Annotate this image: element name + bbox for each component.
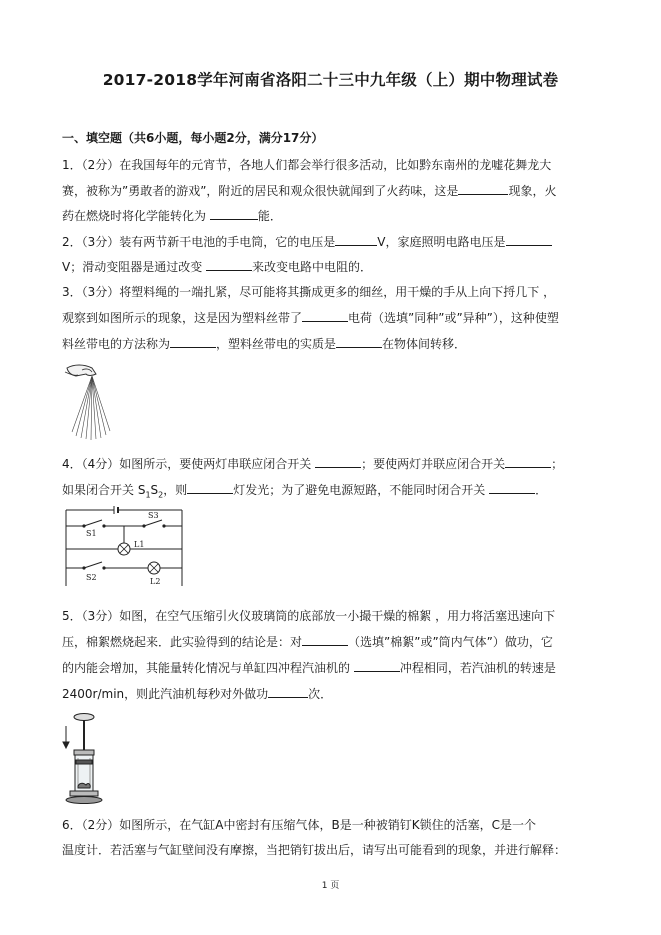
- q5-line1: 5．（3分）如图，在空气压缩引火仪玻璃筒的底部放一小撮干燥的棉絮 ，用力将活塞迅速向下: [62, 609, 556, 623]
- q3-line1: 3．（3分）将塑料绳的一端扎紧，尽可能将其撕成更多的细丝，用干燥的手从上向下捋几下 ，: [62, 285, 556, 299]
- answer-blank[interactable]: [506, 233, 552, 246]
- q1-line3: 药在燃烧时将化学能转化为 能．: [62, 209, 282, 223]
- q5-line3: 的内能会增加，其能量转化情况与单缸四冲程汽油机的 冲程相同，若汽油机的转速是: [62, 661, 556, 675]
- q2-line1: 2．（3分）装有两节新干电池的手电筒，它的电压是 V，家庭照明电路电压是: [62, 233, 552, 250]
- answer-blank[interactable]: [268, 685, 308, 698]
- circuit-diagram: [64, 506, 184, 592]
- label-s3: S3: [148, 511, 159, 520]
- section-title: 一、填空题（共6小题，每小题2分，满分17分）: [62, 131, 324, 145]
- answer-blank[interactable]: [302, 309, 348, 322]
- answer-blank[interactable]: [170, 335, 216, 348]
- answer-blank[interactable]: [206, 258, 252, 271]
- answer-blank[interactable]: [458, 182, 508, 195]
- q2-line2: V；滑动变阻器是通过改变 来改变电路中电阻的．: [62, 260, 373, 274]
- lamp-l2-icon: [148, 562, 160, 574]
- page-number: 1 页: [321, 881, 340, 891]
- answer-blank[interactable]: [336, 335, 382, 348]
- q4-line2: 如果闭合开关 $S_1S_2$，则 灯发光；为了避免电源短路，不能同时闭合开关 ．: [62, 483, 548, 500]
- q3-line3: 料丝带电的方法称为 ，塑料丝带电的实质是 在物体间转移．: [62, 337, 467, 351]
- q4-line1: 4．（4分）如图所示，要使两灯串联应闭合开关 ；要使两灯并联应闭合开关 ；: [62, 457, 564, 471]
- answer-blank[interactable]: [315, 455, 361, 468]
- q1-line1: 1．（2分）在我国每年的元宵节，各地人们都会举行很多活动，比如黔东南州的龙嘘花舞龙大: [62, 158, 552, 172]
- page-title: 2017-2018学年河南省洛阳二十三中九年级（上）期中物理试卷: [102, 71, 559, 89]
- label-s2: S2: [86, 573, 97, 582]
- label-l2: L2: [150, 577, 161, 586]
- q1-line2: 赛，被称为”勇敢者的游戏”，附近的居民和观众很快就闻到了火药味，这是 现象，火: [62, 184, 557, 198]
- q6-line2: 温度计．若活塞与气缸壁间没有摩擦，当把销钉拔出后，请写出可能看到的现象，并进行解释：: [62, 843, 567, 857]
- label-l1: L1: [134, 540, 145, 549]
- answer-blank[interactable]: [187, 481, 233, 494]
- plastic-strands-figure: [62, 362, 112, 442]
- answer-blank[interactable]: [489, 481, 535, 494]
- answer-blank[interactable]: [210, 207, 258, 220]
- fire-piston-figure: [60, 712, 106, 804]
- answer-blank[interactable]: [354, 659, 400, 672]
- q3-line2: 观察到如图所示的现象，这是因为塑料丝带了 电荷（选填”同种”或”异种”），这种使塑: [62, 311, 559, 325]
- lamp-l1-icon: [118, 543, 130, 555]
- q5-line4: 2400r/min，则此汽油机每秒对外做功 次．: [62, 687, 333, 701]
- label-s1: S1: [86, 529, 97, 538]
- q6-line1: 6．（2分）如图所示，在气缸A中密封有压缩气体，B是一种被销钉K锁住的活塞，C是一个: [62, 818, 536, 832]
- answer-blank[interactable]: [505, 455, 551, 468]
- q5-line2: 压，棉絮燃烧起来．此实验得到的结论是：对 （选填”棉絮”或”筒内气体”）做功，它: [62, 635, 553, 649]
- answer-blank[interactable]: [335, 233, 377, 246]
- answer-blank[interactable]: [302, 633, 348, 646]
